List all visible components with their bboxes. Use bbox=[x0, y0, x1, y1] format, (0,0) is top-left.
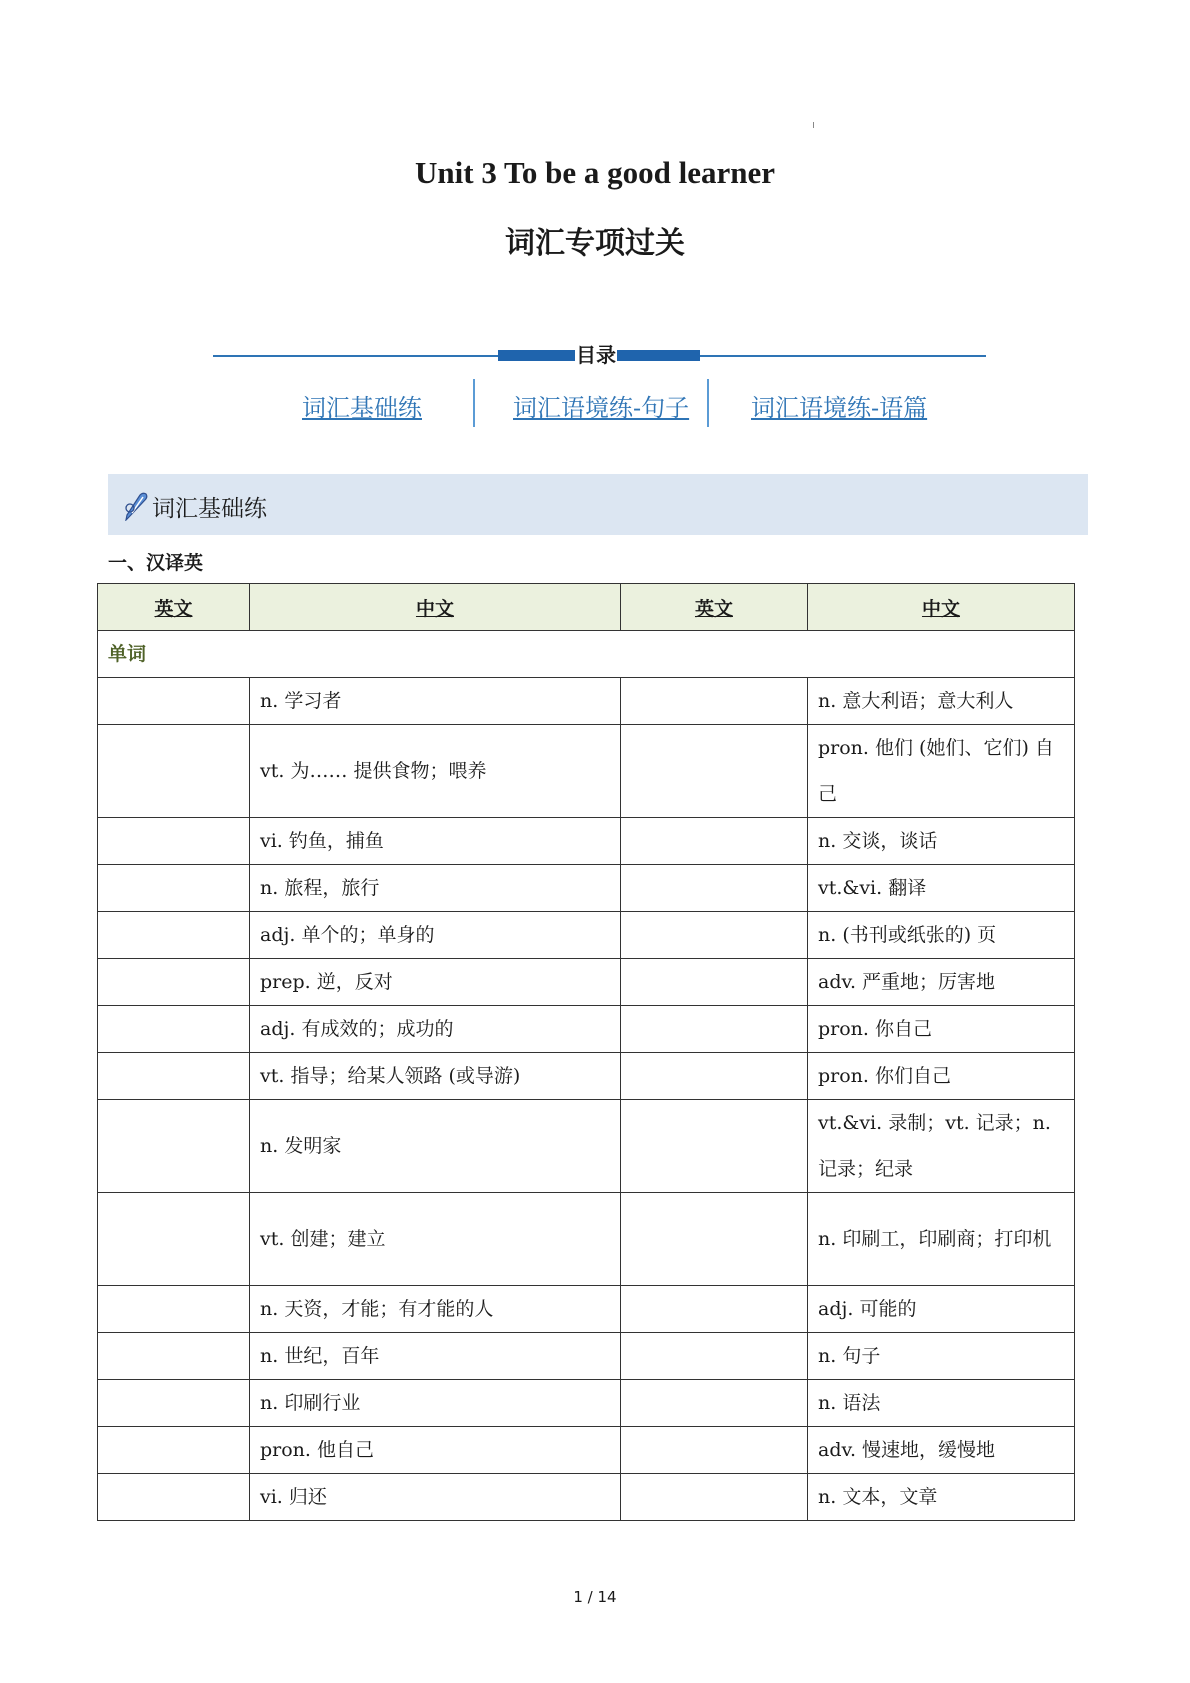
toc-separator bbox=[473, 379, 475, 427]
toc-link-sentence[interactable]: 词汇语境练-句子 bbox=[513, 394, 690, 422]
category-label: 单词 bbox=[98, 631, 1075, 678]
toc-label: 目录 bbox=[576, 343, 616, 367]
chinese-meaning: pron. 你们自己 bbox=[808, 1053, 1075, 1100]
table-row bbox=[98, 1380, 1075, 1427]
pen-icon bbox=[123, 491, 149, 521]
table-row bbox=[98, 1053, 1075, 1100]
answer-cell[interactable] bbox=[98, 1380, 250, 1427]
answer-cell[interactable] bbox=[621, 1427, 808, 1474]
answer-cell[interactable] bbox=[621, 1474, 808, 1521]
answer-cell[interactable] bbox=[621, 1193, 808, 1286]
toc-bar-left bbox=[498, 350, 578, 361]
chinese-meaning: adj. 可能的 bbox=[808, 1286, 1075, 1333]
answer-cell[interactable] bbox=[621, 1100, 808, 1193]
chinese-meaning: adj. 单个的；单身的 bbox=[250, 912, 621, 959]
page-number: 1 / 14 bbox=[573, 1588, 617, 1606]
table-row bbox=[98, 1006, 1075, 1053]
section-title: 词汇基础练 bbox=[152, 496, 267, 522]
chinese-meaning: n. 意大利语；意大利人 bbox=[808, 678, 1075, 725]
chinese-meaning: pron. 你自己 bbox=[808, 1006, 1075, 1053]
chinese-meaning: vi. 钓鱼，捕鱼 bbox=[250, 818, 621, 865]
chinese-meaning: n. 旅程，旅行 bbox=[250, 865, 621, 912]
chinese-meaning: n. 发明家 bbox=[250, 1100, 621, 1193]
table-row bbox=[98, 912, 1075, 959]
answer-cell[interactable] bbox=[621, 1380, 808, 1427]
answer-cell[interactable] bbox=[98, 1193, 250, 1286]
vocab-table bbox=[97, 583, 1075, 1521]
answer-cell[interactable] bbox=[621, 865, 808, 912]
chinese-meaning: n. 句子 bbox=[808, 1333, 1075, 1380]
chinese-meaning: adv. 慢速地，缓慢地 bbox=[808, 1427, 1075, 1474]
answer-cell[interactable] bbox=[98, 1100, 250, 1193]
header-english: 英文 bbox=[98, 584, 250, 631]
chinese-meaning: n. (书刊或纸张的) 页 bbox=[808, 912, 1075, 959]
answer-cell[interactable] bbox=[621, 912, 808, 959]
toc-separator bbox=[707, 379, 709, 427]
table-row bbox=[98, 1100, 1075, 1193]
table-row bbox=[98, 1193, 1075, 1286]
header-english: 英文 bbox=[621, 584, 808, 631]
answer-cell[interactable] bbox=[98, 1053, 250, 1100]
answer-cell[interactable] bbox=[98, 1427, 250, 1474]
answer-cell[interactable] bbox=[621, 1006, 808, 1053]
answer-cell[interactable] bbox=[98, 678, 250, 725]
toc-link-basics[interactable]: 词汇基础练 bbox=[302, 394, 422, 422]
answer-cell[interactable] bbox=[621, 725, 808, 818]
answer-cell[interactable] bbox=[621, 678, 808, 725]
chinese-meaning: n. 交谈，谈话 bbox=[808, 818, 1075, 865]
toc-line-left bbox=[213, 355, 498, 357]
answer-cell[interactable] bbox=[98, 865, 250, 912]
toc-line-right bbox=[700, 355, 986, 357]
chinese-meaning: prep. 逆，反对 bbox=[250, 959, 621, 1006]
document-title: Unit 3 To be a good learner bbox=[415, 155, 775, 190]
chinese-meaning: n. 天资，才能；有才能的人 bbox=[250, 1286, 621, 1333]
table-row bbox=[98, 1474, 1075, 1521]
table-header-row bbox=[98, 584, 1075, 631]
answer-cell[interactable] bbox=[98, 1006, 250, 1053]
chinese-meaning: vt.&vi. 翻译 bbox=[808, 865, 1075, 912]
answer-cell[interactable] bbox=[621, 1286, 808, 1333]
document-subtitle: 词汇专项过关 bbox=[505, 226, 685, 261]
answer-cell[interactable] bbox=[98, 1474, 250, 1521]
table-row bbox=[98, 1286, 1075, 1333]
toc-bar-right bbox=[614, 350, 700, 361]
table-row bbox=[98, 865, 1075, 912]
chinese-meaning: n. 学习者 bbox=[250, 678, 621, 725]
part-title: 一、汉译英 bbox=[108, 552, 204, 574]
chinese-meaning: pron. 他自己 bbox=[250, 1427, 621, 1474]
table-row bbox=[98, 1333, 1075, 1380]
toc-link-passage[interactable]: 词汇语境练-语篇 bbox=[751, 394, 928, 422]
table-row bbox=[98, 818, 1075, 865]
chinese-meaning: vt.&vi. 录制；vt. 记录；n. 记录；纪录 bbox=[808, 1100, 1075, 1193]
answer-cell[interactable] bbox=[98, 818, 250, 865]
table-row bbox=[98, 1427, 1075, 1474]
chinese-meaning: adv. 严重地；厉害地 bbox=[808, 959, 1075, 1006]
answer-cell[interactable] bbox=[621, 959, 808, 1006]
chinese-meaning: n. 印刷行业 bbox=[250, 1380, 621, 1427]
table-row bbox=[98, 959, 1075, 1006]
answer-cell[interactable] bbox=[98, 912, 250, 959]
answer-cell[interactable] bbox=[621, 1053, 808, 1100]
answer-cell[interactable] bbox=[621, 1333, 808, 1380]
answer-cell[interactable] bbox=[98, 1286, 250, 1333]
chinese-meaning: vi. 归还 bbox=[250, 1474, 621, 1521]
answer-cell[interactable] bbox=[98, 1333, 250, 1380]
chinese-meaning: vt. 为…… 提供食物；喂养 bbox=[250, 725, 621, 818]
header-chinese: 中文 bbox=[250, 584, 621, 631]
chinese-meaning: pron. 他们 (她们、它们) 自己 bbox=[808, 725, 1075, 818]
page-mark bbox=[813, 122, 814, 128]
chinese-meaning: n. 印刷工，印刷商；打印机 bbox=[808, 1193, 1075, 1286]
chinese-meaning: n. 文本，文章 bbox=[808, 1474, 1075, 1521]
chinese-meaning: n. 世纪，百年 bbox=[250, 1333, 621, 1380]
header-chinese: 中文 bbox=[808, 584, 1075, 631]
category-row bbox=[98, 631, 1075, 678]
chinese-meaning: n. 语法 bbox=[808, 1380, 1075, 1427]
answer-cell[interactable] bbox=[98, 959, 250, 1006]
table-row bbox=[98, 725, 1075, 818]
chinese-meaning: adj. 有成效的；成功的 bbox=[250, 1006, 621, 1053]
chinese-meaning: vt. 指导；给某人领路 (或导游) bbox=[250, 1053, 621, 1100]
chinese-meaning: vt. 创建；建立 bbox=[250, 1193, 621, 1286]
answer-cell[interactable] bbox=[621, 818, 808, 865]
table-row bbox=[98, 678, 1075, 725]
answer-cell[interactable] bbox=[98, 725, 250, 818]
